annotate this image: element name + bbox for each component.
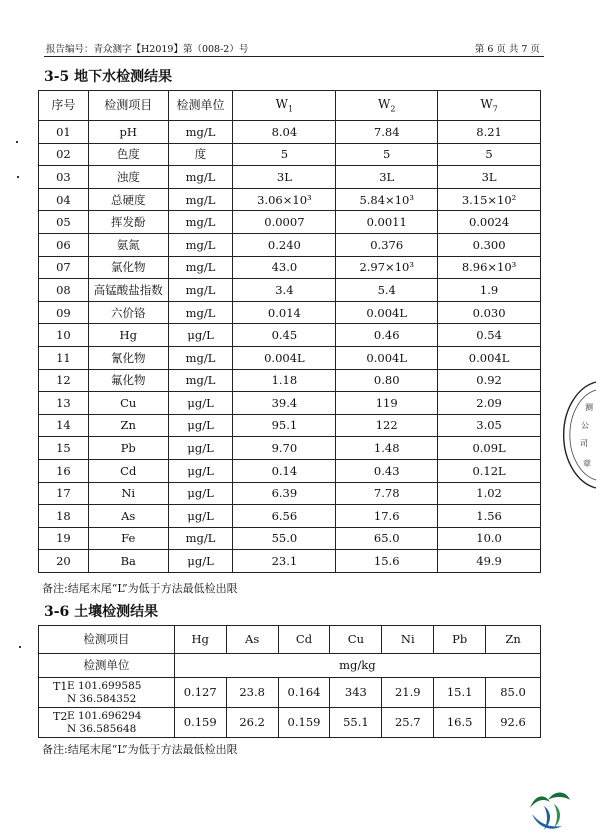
table-row xyxy=(39,256,541,279)
row-number: 16 xyxy=(39,459,89,482)
svg-text:测: 测 xyxy=(585,403,593,412)
latitude: N 36.585648 xyxy=(67,722,137,735)
soil-section-title: 3-6 土壤检测结果 xyxy=(44,604,159,620)
table-row xyxy=(39,527,541,550)
table-row xyxy=(39,166,541,189)
test-unit: mg/L xyxy=(168,211,233,234)
table-header-row xyxy=(39,626,541,654)
value-w2: 15.6 xyxy=(336,550,438,573)
unit-label: 检测单位 xyxy=(39,654,175,678)
element-value: 23.8 xyxy=(226,678,278,708)
value-w7: 3.15×10² xyxy=(438,188,541,211)
value-w2: 3L xyxy=(336,166,438,189)
test-unit: μg/L xyxy=(168,324,233,347)
test-unit: 度 xyxy=(168,143,233,166)
test-unit: mg/L xyxy=(168,188,233,211)
element-header: Zn xyxy=(486,626,541,654)
value-w1: 3L xyxy=(233,166,336,189)
test-item: Cd xyxy=(88,459,168,482)
table-row xyxy=(39,414,541,437)
value-w7: 5 xyxy=(438,143,541,166)
sample-id: T1 xyxy=(53,680,68,693)
element-value: 16.5 xyxy=(434,708,486,738)
value-w1: 6.56 xyxy=(233,505,336,528)
value-w1: 6.39 xyxy=(233,482,336,505)
test-unit: mg/L xyxy=(168,256,233,279)
column-header: $W_7$ xyxy=(438,91,541,121)
element-value: 85.0 xyxy=(486,678,541,708)
test-item: pH xyxy=(88,121,168,144)
column-header: 序号 xyxy=(39,91,89,121)
test-unit: μg/L xyxy=(168,482,233,505)
table-row xyxy=(39,324,541,347)
test-unit: μg/L xyxy=(168,437,233,460)
value-w2: 0.80 xyxy=(336,369,438,392)
test-item: 氰化物 xyxy=(88,346,168,369)
test-item: 氯化物 xyxy=(88,256,168,279)
row-number: 20 xyxy=(39,550,89,573)
table-row xyxy=(39,505,541,528)
svg-text:章: 章 xyxy=(583,459,591,468)
page-number: 第 6 页 共 7 页 xyxy=(474,44,540,55)
element-value: 0.159 xyxy=(278,708,330,738)
test-unit: mg/L xyxy=(168,233,233,256)
seal-stamp-fragment xyxy=(566,380,596,490)
element-header: Cd xyxy=(278,626,330,654)
element-value: 0.159 xyxy=(174,708,226,738)
row-number: 03 xyxy=(39,166,89,189)
row-number: 18 xyxy=(39,505,89,528)
row-number: 15 xyxy=(39,437,89,460)
value-w2: 5.4 xyxy=(336,279,438,302)
row-number: 13 xyxy=(39,392,89,415)
value-w7: 0.030 xyxy=(438,301,541,324)
element-value: 343 xyxy=(330,678,382,708)
test-item: 挥发酚 xyxy=(88,211,168,234)
row-number: 11 xyxy=(39,346,89,369)
table-row xyxy=(39,392,541,415)
test-unit: mg/L xyxy=(168,527,233,550)
test-unit: mg/L xyxy=(168,279,233,302)
test-item: 氟化物 xyxy=(88,369,168,392)
column-header: $W_1$ xyxy=(233,91,336,121)
value-w1: 0.014 xyxy=(233,301,336,324)
value-w1: 39.4 xyxy=(233,392,336,415)
element-header: Cu xyxy=(330,626,382,654)
scan-speck xyxy=(19,646,21,648)
element-header: Pb xyxy=(434,626,486,654)
value-w1: 3.06×10³ xyxy=(233,188,336,211)
row-number: 02 xyxy=(39,143,89,166)
table-row xyxy=(39,346,541,369)
value-w1: 3.4 xyxy=(233,279,336,302)
row-number: 05 xyxy=(39,211,89,234)
value-w7: 0.004L xyxy=(438,346,541,369)
table-row xyxy=(39,459,541,482)
value-w2: 0.376 xyxy=(336,233,438,256)
table-row xyxy=(39,708,541,738)
value-w1: 5 xyxy=(233,143,336,166)
value-w7: 10.0 xyxy=(438,527,541,550)
soil-table-body xyxy=(39,626,541,738)
longitude: E 101.696294 xyxy=(67,710,142,723)
row-number: 08 xyxy=(39,279,89,302)
value-w7: 0.0024 xyxy=(438,211,541,234)
groundwater-table-body xyxy=(39,121,541,573)
row-number: 04 xyxy=(39,188,89,211)
value-w7: 1.9 xyxy=(438,279,541,302)
value-w2: 5.84×10³ xyxy=(336,188,438,211)
value-w2: 0.004L xyxy=(336,301,438,324)
item-label: 检测项目 xyxy=(39,626,175,654)
test-unit: μg/L xyxy=(168,505,233,528)
value-w2: 0.43 xyxy=(336,459,438,482)
groundwater-note: 备注:结尾末尾“L”为低于方法最低检出限 xyxy=(42,582,238,595)
table-row xyxy=(39,121,541,144)
sample-point xyxy=(39,708,175,738)
element-value: 0.164 xyxy=(278,678,330,708)
test-item: 高锰酸盐指数 xyxy=(88,279,168,302)
test-unit: mg/L xyxy=(168,121,233,144)
row-number: 19 xyxy=(39,527,89,550)
value-w7: 8.96×10³ xyxy=(438,256,541,279)
test-item: 浊度 xyxy=(88,166,168,189)
table-row xyxy=(39,678,541,708)
row-number: 07 xyxy=(39,256,89,279)
value-w1: 0.004L xyxy=(233,346,336,369)
row-number: 09 xyxy=(39,301,89,324)
value-w7: 0.92 xyxy=(438,369,541,392)
test-item: As xyxy=(88,505,168,528)
groundwater-section-title: 3-5 地下水检测结果 xyxy=(44,69,173,85)
groundwater-results-table xyxy=(38,90,541,573)
value-w1: 95.1 xyxy=(233,414,336,437)
element-header: Hg xyxy=(174,626,226,654)
test-item: Ba xyxy=(88,550,168,573)
element-value: 15.1 xyxy=(434,678,486,708)
value-w2: 0.004L xyxy=(336,346,438,369)
test-item: Ni xyxy=(88,482,168,505)
scan-speck xyxy=(17,176,19,178)
element-value: 21.9 xyxy=(382,678,434,708)
table-row xyxy=(39,437,541,460)
element-header: As xyxy=(226,626,278,654)
test-unit: mg/L xyxy=(168,301,233,324)
value-w7: 1.02 xyxy=(438,482,541,505)
element-value: 26.2 xyxy=(226,708,278,738)
value-w2: 17.6 xyxy=(336,505,438,528)
value-w2: 7.84 xyxy=(336,121,438,144)
value-w7: 0.09L xyxy=(438,437,541,460)
value-w1: 0.45 xyxy=(233,324,336,347)
table-row xyxy=(39,188,541,211)
value-w7: 0.54 xyxy=(438,324,541,347)
latitude: N 36.584352 xyxy=(67,692,137,705)
element-value: 92.6 xyxy=(486,708,541,738)
unit-value: mg/kg xyxy=(174,654,540,678)
test-unit: μg/L xyxy=(168,414,233,437)
row-number: 12 xyxy=(39,369,89,392)
test-item: 总硬度 xyxy=(88,188,168,211)
value-w2: 122 xyxy=(336,414,438,437)
soil-note: 备注:结尾末尾“L”为低于方法最低检出限 xyxy=(42,743,238,756)
table-row xyxy=(39,301,541,324)
value-w2: 65.0 xyxy=(336,527,438,550)
report-number: 报告编号：青众测字【H2019】第（008-2）号 xyxy=(46,44,249,55)
test-item: 六价铬 xyxy=(88,301,168,324)
scan-speck xyxy=(16,141,18,143)
company-logo-icon xyxy=(524,788,574,834)
table-header-row xyxy=(39,91,541,121)
element-value: 0.127 xyxy=(174,678,226,708)
sample-point xyxy=(39,678,175,708)
test-item: Zn xyxy=(88,414,168,437)
value-w1: 0.14 xyxy=(233,459,336,482)
value-w7: 0.12L xyxy=(438,459,541,482)
test-item: Fe xyxy=(88,527,168,550)
value-w7: 2.09 xyxy=(438,392,541,415)
row-number: 14 xyxy=(39,414,89,437)
longitude: E 101.699585 xyxy=(67,680,142,693)
test-item: 氨氮 xyxy=(88,233,168,256)
element-value: 25.7 xyxy=(382,708,434,738)
test-item: Pb xyxy=(88,437,168,460)
test-item: Hg xyxy=(88,324,168,347)
value-w7: 3.05 xyxy=(438,414,541,437)
column-header: $W_2$ xyxy=(336,91,438,121)
element-value: 55.1 xyxy=(330,708,382,738)
value-w2: 119 xyxy=(336,392,438,415)
value-w2: 0.0011 xyxy=(336,211,438,234)
column-header: 检测项目 xyxy=(88,91,168,121)
test-unit: μg/L xyxy=(168,459,233,482)
value-w2: 1.48 xyxy=(336,437,438,460)
table-row xyxy=(39,482,541,505)
test-unit: mg/L xyxy=(168,166,233,189)
column-header: 检测单位 xyxy=(168,91,233,121)
row-number: 17 xyxy=(39,482,89,505)
table-row xyxy=(39,233,541,256)
table-row xyxy=(39,369,541,392)
unit-row xyxy=(39,654,541,678)
page-header xyxy=(44,40,544,57)
value-w1: 43.0 xyxy=(233,256,336,279)
test-unit: μg/L xyxy=(168,392,233,415)
sample-id: T2 xyxy=(53,710,68,723)
value-w1: 55.0 xyxy=(233,527,336,550)
test-item: Cu xyxy=(88,392,168,415)
value-w1: 9.70 xyxy=(233,437,336,460)
row-number: 06 xyxy=(39,233,89,256)
table-row xyxy=(39,279,541,302)
value-w2: 7.78 xyxy=(336,482,438,505)
value-w1: 0.0007 xyxy=(233,211,336,234)
element-header: Ni xyxy=(382,626,434,654)
value-w1: 8.04 xyxy=(233,121,336,144)
svg-text:司: 司 xyxy=(580,439,588,448)
table-row xyxy=(39,143,541,166)
table-row xyxy=(39,211,541,234)
row-number: 01 xyxy=(39,121,89,144)
value-w7: 0.300 xyxy=(438,233,541,256)
value-w7: 1.56 xyxy=(438,505,541,528)
test-unit: mg/L xyxy=(168,346,233,369)
value-w1: 0.240 xyxy=(233,233,336,256)
value-w7: 3L xyxy=(438,166,541,189)
row-number: 10 xyxy=(39,324,89,347)
value-w2: 5 xyxy=(336,143,438,166)
value-w7: 8.21 xyxy=(438,121,541,144)
table-row xyxy=(39,550,541,573)
test-item: 色度 xyxy=(88,143,168,166)
value-w2: 2.97×10³ xyxy=(336,256,438,279)
svg-text:公: 公 xyxy=(581,421,589,430)
value-w1: 1.18 xyxy=(233,369,336,392)
soil-results-table xyxy=(38,625,541,738)
value-w7: 49.9 xyxy=(438,550,541,573)
test-unit: μg/L xyxy=(168,550,233,573)
value-w2: 0.46 xyxy=(336,324,438,347)
test-unit: mg/L xyxy=(168,369,233,392)
value-w1: 23.1 xyxy=(233,550,336,573)
